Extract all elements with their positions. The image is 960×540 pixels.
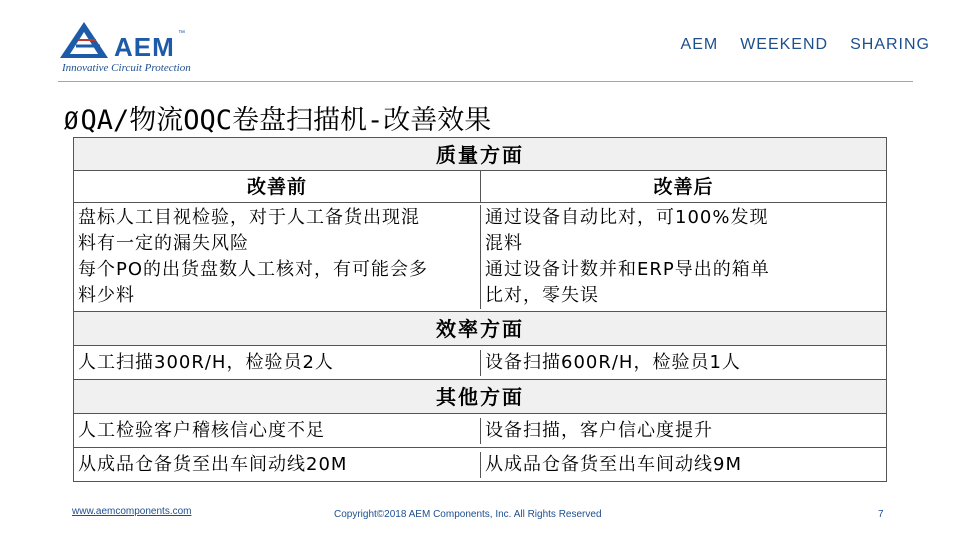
website-link[interactable]: www.aemcomponents.com xyxy=(72,506,192,517)
other-after-cell: 从成品仓备货至出车间动线9M xyxy=(480,452,886,478)
text-line: 混料 xyxy=(485,233,523,254)
other-before-cell: 人工检验客户稽核信心度不足 xyxy=(78,419,325,441)
before-header: 改善前 xyxy=(246,176,307,198)
quality-row xyxy=(73,203,887,312)
text-line: 每个PO的出货盘数人工核对，有可能会多 xyxy=(78,259,429,280)
text-line: 通过设备自动比对，可100%发现 xyxy=(485,207,769,228)
text-line: 盘标人工目视检验，对于人工备货出现混 xyxy=(78,207,420,228)
text-line: 比对，零失误 xyxy=(485,285,599,306)
header-title xyxy=(659,36,930,54)
trademark-mark: ™ xyxy=(178,30,185,37)
text-line: 料有一定的漏失风险 xyxy=(78,233,249,254)
bullet-arrow-icon: Ø xyxy=(64,107,79,135)
header-word-aem: AEM xyxy=(680,36,719,53)
section-header-quality: 质量方面 xyxy=(73,137,887,171)
header-divider xyxy=(58,81,913,82)
slide-title-text: QA/物流OQC卷盘扫描机-改善效果 xyxy=(80,105,492,136)
copyright-text: Copyright©2018 AEM Components, Inc. All Rights Reserved xyxy=(334,509,602,520)
header-word-weekend: WEEKEND xyxy=(740,36,829,53)
other-row-2 xyxy=(73,448,887,482)
efficiency-after-cell: 设备扫描600R/H，检验员1人 xyxy=(480,350,886,376)
other-after-cell: 设备扫描，客户信心度提升 xyxy=(480,418,886,444)
logo-wordmark: AEM xyxy=(114,32,175,62)
aem-triangle-icon xyxy=(56,18,114,62)
efficiency-before-cell: 人工扫描300R/H，检验员2人 xyxy=(78,351,334,373)
other-row-1 xyxy=(73,414,887,448)
slide-title xyxy=(64,98,491,137)
other-before-cell: 从成品仓备货至出车间动线20M xyxy=(78,453,348,475)
after-header: 改善后 xyxy=(480,171,886,202)
efficiency-row xyxy=(73,346,887,380)
comparison-table xyxy=(73,137,887,482)
column-header-row xyxy=(73,171,887,203)
tagline: Innovative Circuit Protection xyxy=(62,62,191,74)
page-number: 7 xyxy=(878,509,884,520)
quality-before-cell xyxy=(74,205,480,309)
text-line: 料少料 xyxy=(78,285,135,306)
text-line: 通过设备计数并和ERP导出的箱单 xyxy=(485,259,770,280)
section-header-other: 其他方面 xyxy=(73,380,887,414)
quality-after-cell xyxy=(480,205,886,309)
section-header-efficiency: 效率方面 xyxy=(73,312,887,346)
header-word-sharing: SHARING xyxy=(850,36,930,53)
